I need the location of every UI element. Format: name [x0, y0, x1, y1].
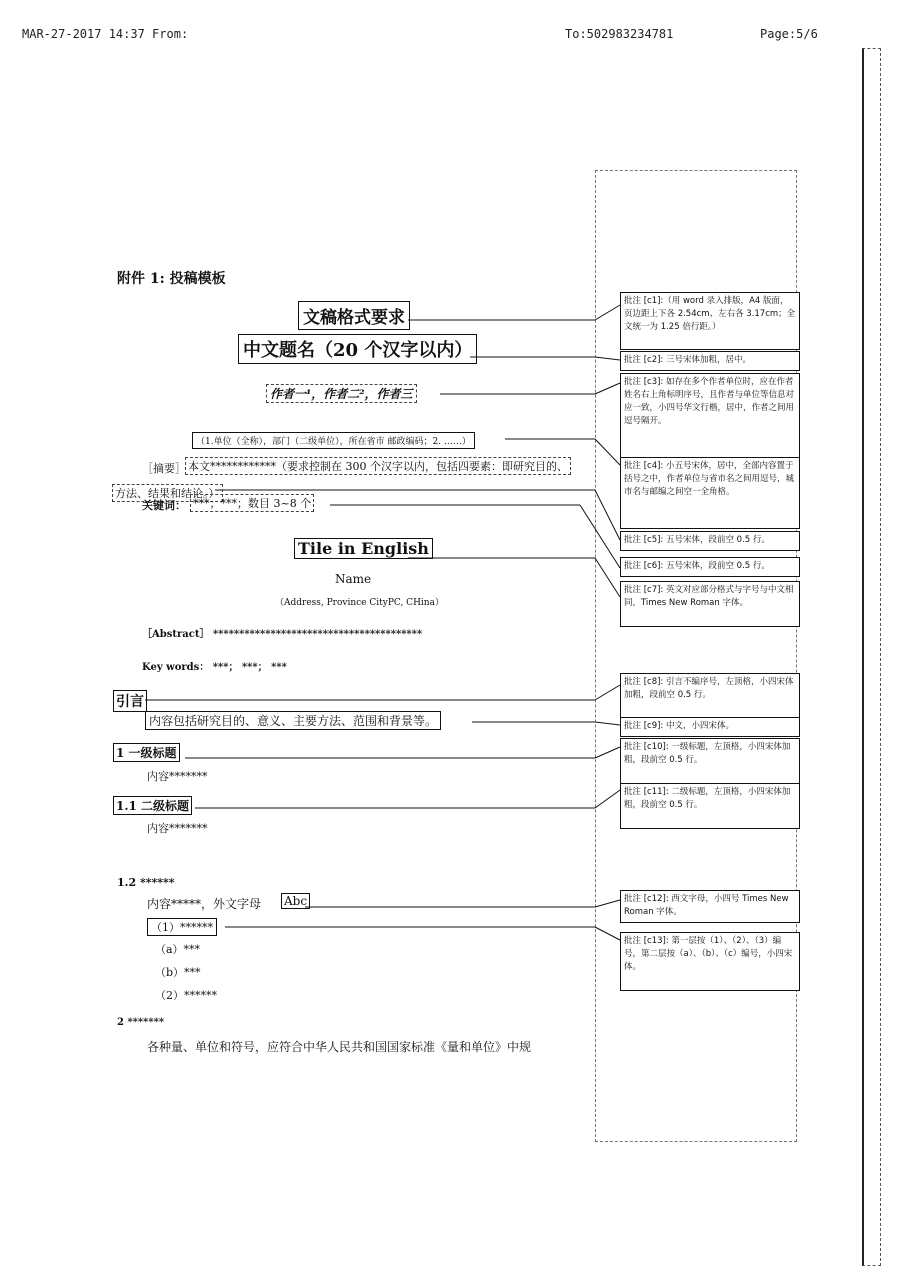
abstract-text-cont: 方法、结果和结论。）	[112, 484, 223, 502]
heading-1-content: 内容*******	[147, 770, 208, 783]
en-keywords: Key words： ***； ***； ***	[142, 662, 287, 673]
comment-c3: 批注 [c3]: 如存在多个作者单位时，应在作者姓名右上角标明序号，且作者与单位等信息对应一致，小四号华文行楷，居中，作者之间用逗号隔开。	[620, 373, 800, 458]
en-address: （Address, Province CityPC, CHina）	[275, 598, 444, 608]
comment-c13: 批注 [c13]: 第一层按（1）、（2）、（3）编号，第二层按（a）、（b）、（c）编号，小四宋体。	[620, 932, 800, 991]
comment-c11: 批注 [c11]: 二级标题，左顶格，小四宋体加粗，段前空 0.5 行。	[620, 783, 800, 829]
comment-c8: 批注 [c8]: 引言不编序号，左顶格，小四宋体加粗，段前空 0.5 行。	[620, 673, 800, 719]
list-item-b: （b）***	[155, 966, 201, 979]
heading-1-2-content: 内容*****，外文字母	[147, 897, 262, 911]
heading-1-2: 1.2 ******	[117, 876, 175, 889]
list-item-2: （2）******	[155, 989, 217, 1002]
heading-level-1: 1 一级标题	[113, 743, 180, 762]
en-title: Tile in English	[294, 538, 433, 559]
intro-heading: 引言	[113, 690, 147, 712]
fax-header-to: To:502983234781	[565, 27, 674, 41]
en-abstract: ［Abstract］ ****************************************	[142, 629, 423, 640]
intro-text: 内容包括研究目的、意义、主要方法、范围和背景等。	[145, 711, 441, 730]
abc-sample: Abc	[281, 893, 310, 909]
list-item-a: （a）***	[155, 943, 201, 956]
keywords-text: ***；***；数目 3~8 个	[190, 494, 314, 512]
comment-c7: 批注 [c7]: 英文对应部分格式与字号与中文相同，Times New Roman 字体。	[620, 581, 800, 627]
en-name: Name	[335, 572, 372, 586]
comment-c10: 批注 [c10]: 一级标题，左顶格，小四宋体加粗，段前空 0.5 行。	[620, 738, 800, 784]
comment-c1: 批注 [c1]:（用 word 录入排版，A4 版面，页边距上下各 2.54cm、左右各 3.17cm；全文统一为 1.25 倍行距。）	[620, 292, 800, 350]
keywords-label: 关键词：	[142, 499, 186, 512]
list-item-1: （1）******	[147, 918, 217, 936]
cn-title: 中文题名（20 个汉字以内）	[238, 334, 477, 364]
comment-c4: 批注 [c4]: 小五号宋体，居中，全部内容置于括号之中，作者单位与省市名之间用逗号，城市名与邮编之间空一全角格。	[620, 457, 800, 529]
abstract-text: 本文************（要求控制在 300 个汉字以内，包括四要素：即研究目的、	[185, 457, 571, 475]
affiliation-line: （1.单位（全称），部门（二级单位），所在省市 邮政编码；2. ……）	[192, 432, 475, 449]
comment-c9: 批注 [c9]: 中文，小四宋体。	[620, 717, 800, 737]
format-title: 文稿格式要求	[298, 301, 410, 330]
body-last-line: 各种量、单位和符号，应符合中华人民共和国国家标准《量和单位》中规	[147, 1040, 532, 1054]
heading-2-content: 内容*******	[147, 822, 208, 835]
attachment-label: 附件 1: 投稿模板	[117, 271, 226, 287]
heading-2: 2 *******	[117, 1017, 165, 1028]
fax-header-page: Page:5/6	[760, 27, 818, 41]
comment-c2: 批注 [c2]: 三号宋体加粗，居中。	[620, 351, 800, 371]
heading-level-2: 1.1 二级标题	[113, 796, 192, 815]
comment-c12: 批注 [c12]: 西文字母，小四号 Times New Roman 字体。	[620, 890, 800, 923]
comment-c5: 批注 [c5]: 五号宋体，段前空 0.5 行。	[620, 531, 800, 551]
comment-c6: 批注 [c6]: 五号宋体，段前空 0.5 行。	[620, 557, 800, 577]
abstract-label: ［摘要］	[142, 462, 186, 475]
fax-header-left: MAR-27-2017 14:37 From:	[22, 27, 189, 41]
authors-line: 作者一¹，作者二²，作者三	[266, 384, 417, 403]
